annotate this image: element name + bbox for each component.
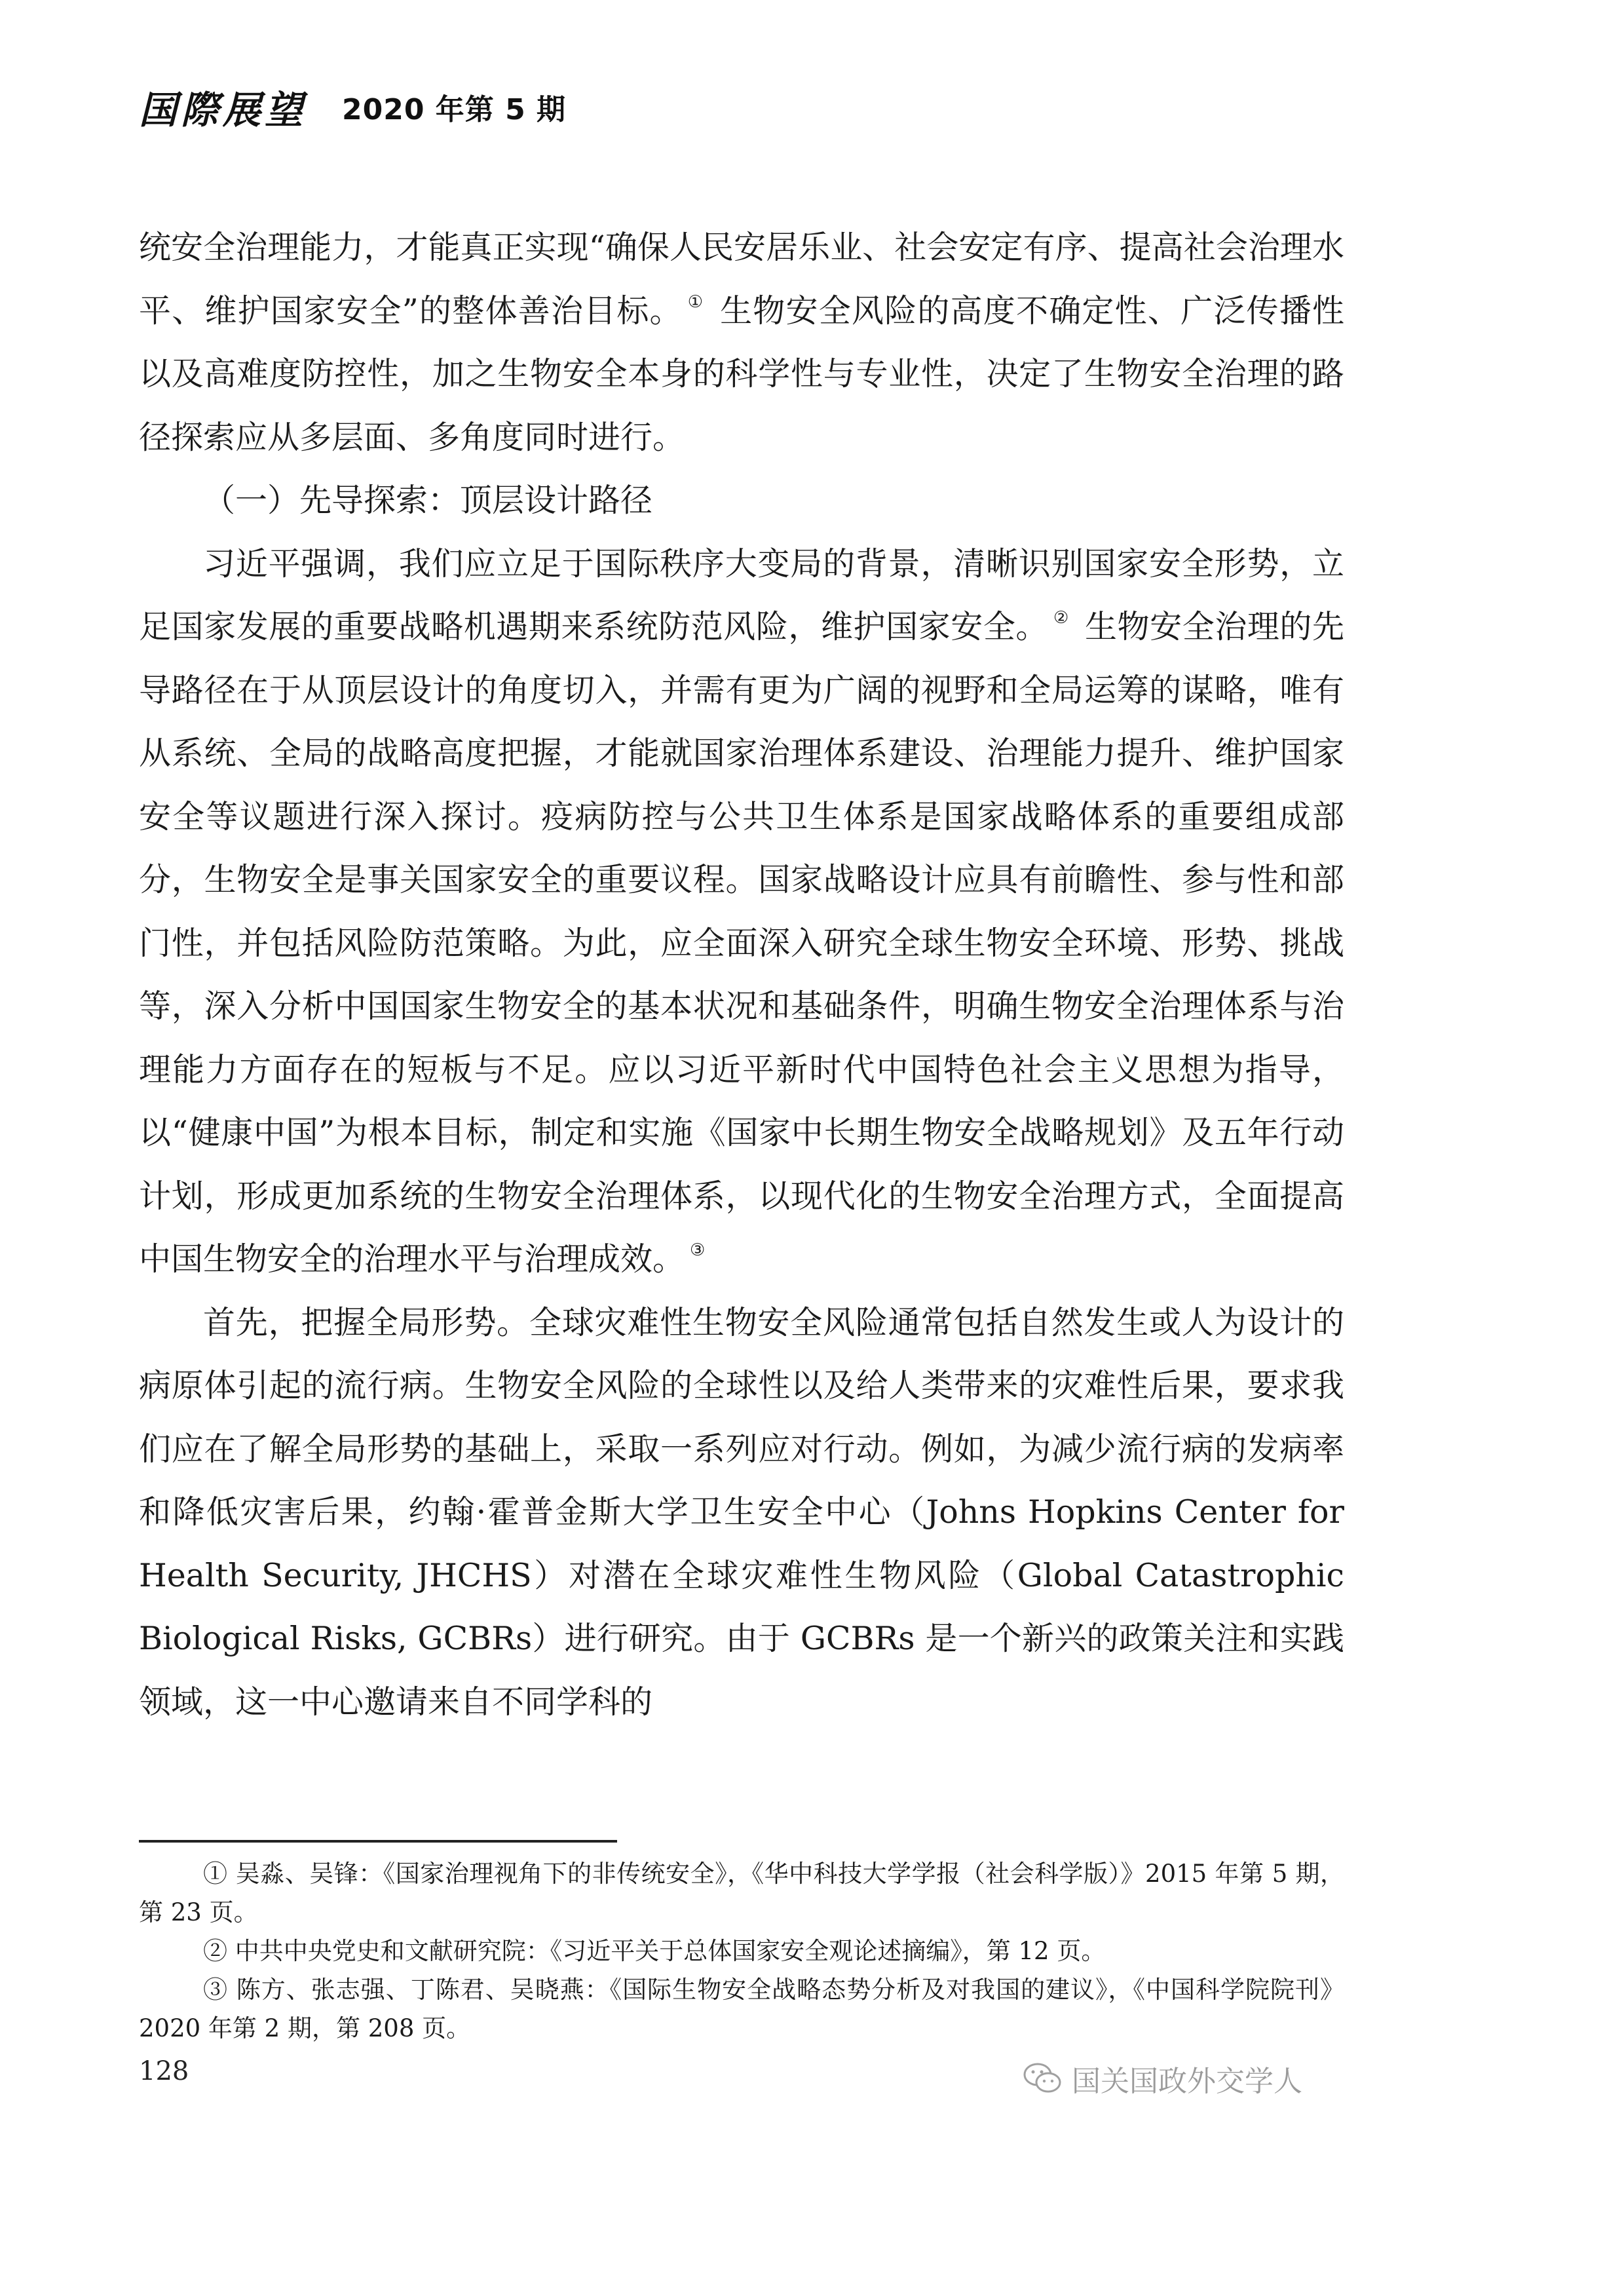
page-number: 128 (139, 2056, 189, 2086)
wechat-icon (1022, 2061, 1063, 2095)
footnote-item: ② 中共中央党史和文献研究院：《习近平关于总体国家安全观论述摘编》，第 12 页。 (203, 1937, 1106, 1965)
footnote-divider (139, 1840, 617, 1843)
footnote-ref[interactable]: ③ (690, 1240, 706, 1260)
footnote-ref[interactable]: ① (687, 292, 704, 312)
footnote-ref[interactable]: ② (1053, 608, 1069, 628)
paragraph: 统安全治理能力，才能真正实现“确保人民安居乐业、社会安定有序、提高社会治理水平、维护国家安全”的整体善治目标。 ① 生物安全风险的高度不确定性、广泛传播性以及高难度防控性，加之生物安全本身的科学性与专业性，决定了生物安全治理的路径探索应从多层面、多角度同时进行。 (139, 229, 1344, 456)
footnote-item: ① 吴淼、吴锋：《国家治理视角下的非传统安全》，《华中科技大学学报（社会科学版）》2015 年第 5 期，第 23 页。 (139, 1860, 1344, 1926)
paragraph: 习近平强调，我们应立足于国际秩序大变局的背景，清晰识别国家安全形势，立足国家发展的重要战略机遇期来系统防范风险，维护国家安全。 ② 生物安全治理的先导路径在于从顶层设计的角度切入，并需有更为广阔的视野和全局运筹的谋略，唯有从系统、全局的战略高度把握，才能就国家治理体系建设、治理能力提升、维护国家安全等议题进行深入探讨。疫病防控与公共卫生体系是国家战略体系的重要组成部分，生物安全是事关国家安全的重要议程。国家战略设计应具有前瞻性、参与性和部门性，并包括风险防范策略。为此，应全面深入研究全球生物安全环境、形势、挑战等，深入分析中国国家生物安全的基本状况和基础条件，明确生物安全治理体系与治理能力方面存在的短板与不足。应以习近平新时代中国特色社会主义思想为指导，以“健康中国”为根本目标，制定和实施《国家中长期生物安全战略规划》及五年行动计划，形成更加系统的生物安全治理体系，以现代化的生物安全治理方式，全面提高中国生物安全的治理水平与治理成效。 ③ (139, 545, 1344, 1278)
paragraph: 首先，把握全局形势。全球灾难性生物安全风险通常包括自然发生或人为设计的病原体引起的流行病。生物安全风险的全球性以及给人类带来的灾难性后果，要求我们应在了解全局形势的基础上，采取一系列应对行动。例如，为减少流行病的发病率和降低灾害后果，约翰·霍普金斯大学卫生安全中心（Johns Hopkins Center for Health Security, JHCHS）对潜在全球灾难性生物风险（Global Catastrophic Biological Risks, GCBRs）进行研究。由于 GCBRs 是一个新兴的政策关注和实践领域，这一中心邀请来自不同学科的 (139, 1303, 1344, 1721)
section-subheading: （一）先导探索：顶层设计路径 (203, 482, 653, 519)
issue-label: 2020 年第 5 期 (342, 93, 567, 126)
footnote-item: ③ 陈方、张志强、丁陈君、吴晓燕：《国际生物安全战略态势分析及对我国的建议》，《中国科学院院刊》2020 年第 2 期，第 208 页。 (139, 1976, 1344, 2042)
running-header (139, 77, 566, 136)
article-body (139, 216, 1344, 1734)
journal-logo: 国際展望 (139, 88, 307, 132)
watermark (1022, 2057, 1302, 2099)
footnotes (139, 1854, 1344, 2048)
watermark-text: 国关国政外交学人 (1072, 2065, 1302, 2098)
